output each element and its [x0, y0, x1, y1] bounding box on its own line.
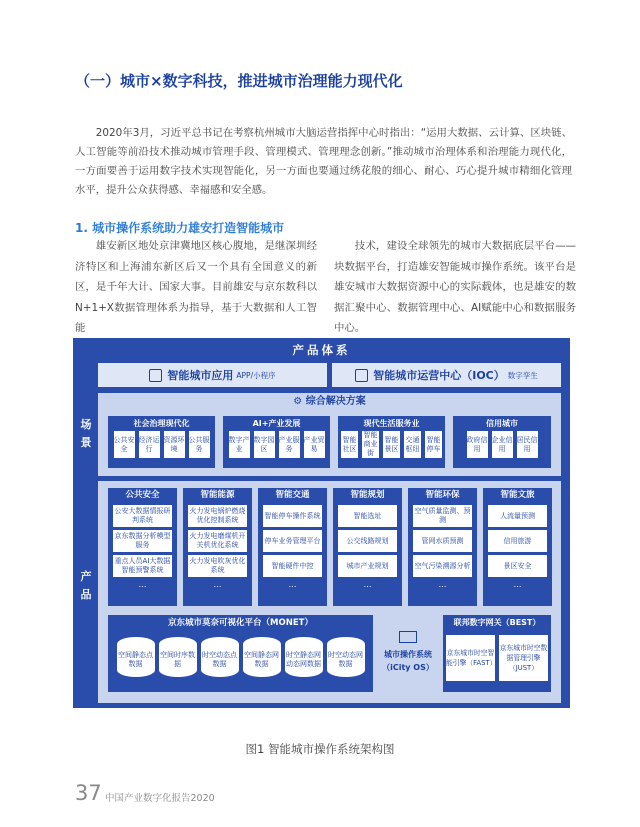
product-column-title: 公共安全 — [125, 490, 160, 500]
laptop-icon — [399, 631, 417, 643]
product-item: 火力发电吹灰优化系统 — [188, 555, 247, 577]
side-label-scene: 场景 — [80, 418, 92, 449]
scenario-item: 产业服务 — [279, 431, 300, 458]
solutions-panel — [98, 393, 561, 476]
building-icon — [355, 369, 368, 382]
product-column-title: 智能规划 — [350, 490, 385, 500]
scenario-item: 智能社区 — [341, 431, 358, 458]
intro-paragraph: 2020年3月，习近平总书记在考察杭州城市大脑运营指挥中心时指出：“运用大数据、云计算、区块链、人工智能等前沿技术推动城市管理手段、管理模式、管理理念创新。”推动城市治理体系和治理能力现代化，一方面要善于运用数字技术实现智能化，另一方面也要通过绣花般的细心、耐心、巧心提升城市精细化管理水平，提升公众获得感、幸福感和安全感。 — [75, 127, 572, 196]
product-column — [333, 488, 402, 606]
scenario-item: 政府信用 — [467, 431, 488, 458]
city-os — [378, 631, 438, 674]
os-sub: （iCity OS） — [382, 663, 434, 672]
product-column-title: 智能环保 — [425, 490, 460, 500]
product-item: 智能硬件中控 — [263, 555, 322, 577]
body-column-right: 技术，建设全球领先的城市大数据底层平台——块数据平台，打造雄安智能城市操作系统。该平台是雄安城市大数据资源中心的实际载体，也是雄安的数据汇聚中心、数据管理中心、AI赋能中心和数据服务中心。 — [334, 240, 576, 334]
product-column-title: 智能文旅 — [500, 490, 535, 500]
product-item: 京东数据分析模型服务 — [113, 530, 172, 552]
product-item: 信用旅游 — [488, 530, 547, 552]
scenario-group-title: AI+产业发展 — [252, 419, 301, 428]
scenario-group-items — [338, 431, 445, 458]
product-item: 景区安全 — [488, 555, 547, 577]
architecture-diagram — [73, 338, 570, 708]
best-engine-item: 京东城市时空数据管理引擎（JUST） — [499, 635, 548, 681]
monet-data-item: 空间静态网数据 — [243, 637, 281, 677]
scenario-item: 企业信用 — [492, 431, 513, 458]
product-column — [258, 488, 327, 606]
product-column — [408, 488, 477, 606]
scenario-item: 公共安全 — [114, 431, 135, 458]
solutions-title: ⚙ 综合解决方案 — [293, 396, 366, 407]
product-column — [483, 488, 552, 606]
monet-platform — [108, 615, 373, 692]
monet-title: 京东城市莫奈可视化平台（MONET） — [168, 618, 313, 628]
section-title: （一）城市×数字科技，推进城市治理能力现代化 — [75, 72, 403, 90]
scenario-item: 资源环境 — [164, 431, 185, 458]
best-gateway — [443, 615, 551, 692]
scenario-item: 数字产业 — [229, 431, 250, 458]
product-item: 空气污染溯源分析 — [413, 555, 472, 577]
app-box — [98, 363, 327, 387]
product-column — [108, 488, 177, 606]
product-column-title: 智能交通 — [275, 490, 310, 500]
best-engines — [443, 635, 551, 681]
product-item: 人流量预测 — [488, 505, 547, 527]
product-item: 智能停车操作系统 — [263, 505, 322, 527]
ioc-box-label: 智能城市运营中心（IOC） — [373, 369, 505, 382]
product-item: 火力发电锅炉燃烧优化控制系统 — [188, 505, 247, 527]
monet-data-types — [108, 637, 373, 677]
product-item: 空气质量监测、预测 — [413, 505, 472, 527]
product-item: 火力发电磨煤机开关机优化系统 — [188, 530, 247, 552]
scenario-item: 经济运行 — [139, 431, 160, 458]
page-number: 37 — [75, 781, 102, 805]
scenario-group-title: 信用城市 — [486, 419, 518, 428]
diagram-title: 产品体系 — [292, 343, 351, 357]
ioc-box-sub: 数字孪生 — [507, 370, 538, 380]
ioc-box — [332, 363, 561, 387]
scenario-item: 智能商业街 — [363, 431, 378, 457]
side-label-product: 产品 — [80, 570, 92, 601]
product-item: 管网水质预测 — [413, 530, 472, 552]
product-item: 公安大数据情报研判系统 — [113, 505, 172, 527]
scenario-group-items — [108, 431, 215, 458]
scenario-group-title: 社会治理现代化 — [133, 419, 190, 428]
best-engine-item: 京东城市时空智能引擎（FAST） — [446, 635, 495, 681]
scenario-item: 公共服务 — [189, 431, 210, 458]
footer-text: 中国产业数字化报告2020 — [105, 793, 215, 804]
app-box-label: 智能城市应用 — [167, 369, 234, 382]
gear-icon: ⚙ — [293, 396, 306, 407]
scenario-group-items — [453, 431, 551, 458]
best-title: 联邦数字网关（BEST） — [453, 618, 541, 627]
scenario-item: 智能停车 — [425, 431, 442, 458]
product-column-ellipsis: … — [213, 580, 222, 589]
monet-data-item: 时空静态网动态网数据 — [285, 637, 323, 677]
scenario-item: 智能景区 — [383, 431, 400, 458]
product-column-ellipsis: … — [138, 580, 147, 589]
subsection-title: 1. 城市操作系统助力雄安打造智能城市 — [75, 221, 285, 235]
scenario-item: 数字园区 — [254, 431, 275, 458]
product-column-title: 智能能源 — [200, 490, 235, 500]
scenario-group — [338, 416, 445, 468]
scenario-group — [453, 416, 551, 468]
scenario-group — [223, 416, 330, 468]
monet-data-item: 空间时序数据 — [159, 637, 197, 677]
product-column-ellipsis: … — [288, 580, 297, 589]
scenario-group-items — [223, 431, 330, 458]
product-column — [183, 488, 252, 606]
product-item: 公交线路规划 — [338, 530, 397, 552]
figure-caption: 图1 智能城市操作系统架构图 — [245, 742, 395, 756]
monet-data-item: 时空动态网数据 — [327, 637, 365, 677]
scenario-group — [108, 416, 215, 468]
products-panel — [98, 481, 561, 703]
scenario-item: 交通枢纽 — [404, 431, 421, 458]
product-item: 智能选址 — [338, 505, 397, 527]
scenario-group-title: 现代生活服务业 — [363, 419, 420, 428]
mobile-app-icon — [149, 369, 162, 382]
scenario-item: 产业贸易 — [304, 431, 325, 458]
product-column-ellipsis: … — [438, 580, 447, 589]
app-box-sub: APP/小程序 — [236, 370, 276, 380]
body-column-left: 雄安新区地处京津冀地区核心腹地，是继深圳经济特区和上海浦东新区后又一个具有全国意义的新区，是千年大计、国家大事。目前雄安与京东数科以N+1+X数据管理体系为指导，基于大数据和人工智能 — [75, 240, 317, 334]
os-title: 城市操作系统 — [384, 650, 432, 659]
product-item: 重点人员AI大数据智能预警系统 — [113, 555, 172, 577]
monet-data-item: 时空动态点数据 — [201, 637, 239, 677]
product-item: 停车业务管理平台 — [263, 530, 322, 552]
scenario-item: 居民信用 — [517, 431, 538, 458]
product-column-ellipsis: … — [513, 580, 522, 589]
product-item: 城市产业规划 — [338, 555, 397, 577]
product-column-ellipsis: … — [363, 580, 372, 589]
monet-data-item: 空间静态点数据 — [117, 637, 155, 677]
